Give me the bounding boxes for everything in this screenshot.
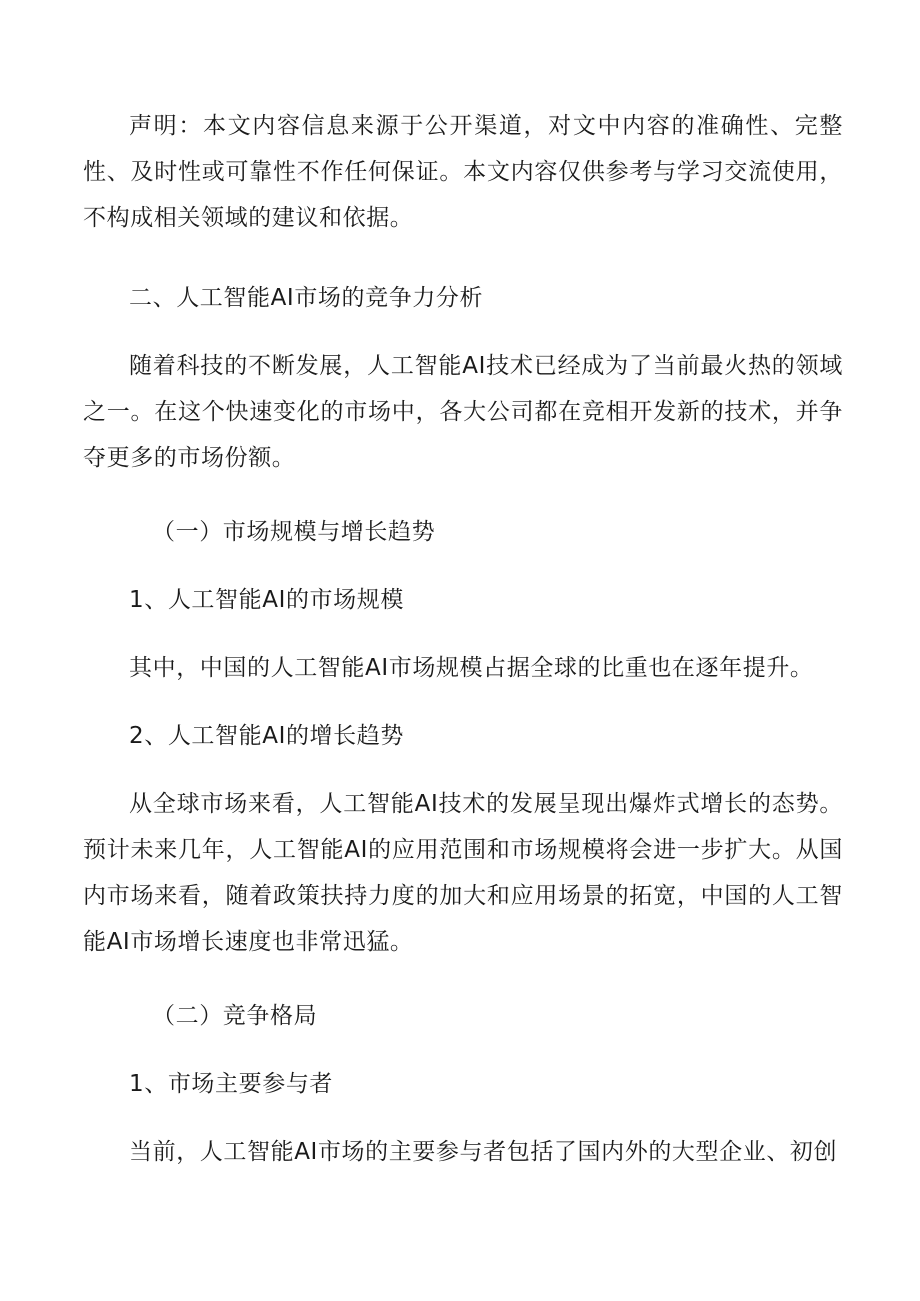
item-title-market-scale: 1、人工智能AI的市场规模	[129, 587, 404, 613]
disclaimer-paragraph: 声明：本文内容信息来源于公开渠道，对文中内容的准确性、完整性、及时性或可靠性不作任何保证。本文内容仅供参考与学习交流使用，不构成相关领域的建议和依据。	[83, 113, 843, 231]
subsection-title-competition: （二）竞争格局	[152, 1003, 318, 1029]
item-title-main-players: 1、市场主要参与者	[129, 1071, 334, 1097]
main-players-paragraph: 当前，人工智能AI市场的主要参与者包括了国内外的大型企业、初创	[129, 1139, 838, 1165]
market-scale-paragraph: 其中，中国的人工智能AI市场规模占据全球的比重也在逐年提升。	[129, 655, 814, 681]
subsection-title-market-size: （一）市场规模与增长趋势	[152, 519, 436, 545]
document-body	[83, 103, 843, 1175]
section-title: 二、人工智能AI市场的竞争力分析	[129, 285, 484, 311]
item-title-growth-trend: 2、人工智能AI的增长趋势	[129, 723, 404, 749]
growth-trend-paragraph: 从全球市场来看，人工智能AI技术的发展呈现出爆炸式增长的态势。预计未来几年，人工智能AI的应用范围和市场规模将会进一步扩大。从国内市场来看，随着政策扶持力度的加大和应用场景的拓宽，中国的人工智能AI市场增长速度也非常迅猛。	[83, 791, 843, 955]
intro-paragraph: 随着科技的不断发展，人工智能AI技术已经成为了当前最火热的领域之一。在这个快速变化的市场中，各大公司都在竞相开发新的技术，并争夺更多的市场份额。	[83, 353, 843, 471]
